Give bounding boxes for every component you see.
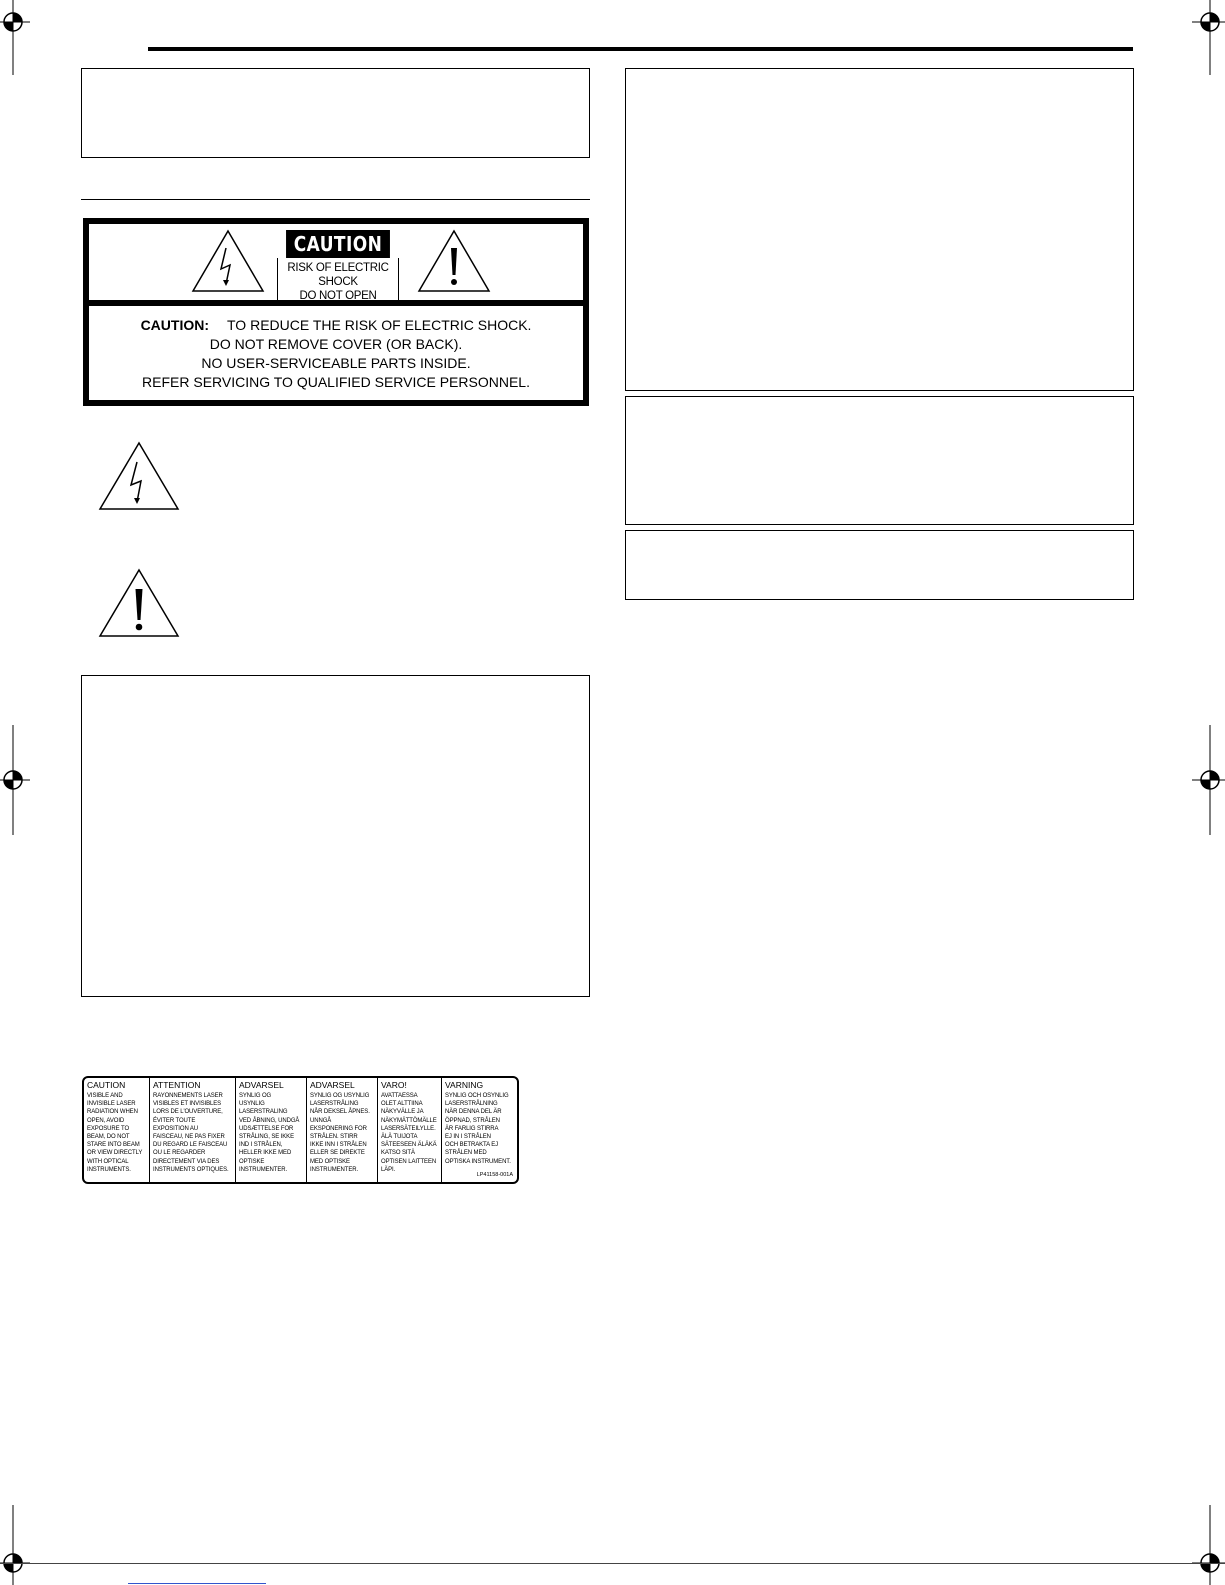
caution-title: CAUTION — [286, 230, 390, 258]
laser-column-text: SYNLIG OG USYNLIG LASERSTRALING VED ÅBNING, UNDGÅ UDSÆTTELSE FOR STRÅLING, SE IKKE IND I STRÅLEN, HELLER IKKE MED OPTISKE INSTRUMENTER. — [239, 1093, 300, 1173]
caution-line-4: REFER SERVICING TO QUALIFIED SERVICE PERSONNEL. — [142, 374, 530, 390]
laser-column-6 — [442, 1078, 517, 1182]
laser-warning-label — [82, 1076, 519, 1184]
caution-line-1-text: TO REDUCE THE RISK OF ELECTRIC SHOCK. — [227, 317, 532, 333]
laser-column-4 — [307, 1078, 378, 1182]
laser-column-text: RAYONNEMENTS LASER VISIBLES ET INVISIBLES LORS DE L'OUVERTURE, ÉVITER TOUTE EXPOSITION AU FAISCEAU, NE PAS FIXER DU REGARD LE FAISCEAU OU LE REGARDER DIRECTEMENT VIA DES INSTRUMENTS OPTIQUES. — [153, 1093, 229, 1173]
caution-label — [83, 218, 589, 406]
caution-subtitle-line2: DO NOT OPEN — [299, 290, 377, 302]
laser-column-heading: ATTENTION — [153, 1080, 201, 1090]
caution-instructions — [89, 316, 583, 392]
lightning-symbol-icon — [97, 440, 181, 512]
laser-column-heading: ADVARSEL — [310, 1080, 355, 1090]
caution-line-1 — [89, 316, 583, 335]
registration-mark-bottom-left — [0, 1505, 30, 1585]
laser-column-heading: ADVARSEL — [239, 1080, 284, 1090]
caution-line-2: DO NOT REMOVE COVER (OR BACK). — [209, 336, 463, 352]
laser-label-code: LP41158-001A — [476, 1172, 513, 1178]
section-divider — [81, 199, 590, 200]
notice-box-middle-left — [81, 675, 590, 997]
laser-column-text: SYNLIG OG USYNLIG LASERSTRÅLING NÅR DEKSEL ÅPNES. UNNGÅ EKSPONERING FOR STRÅLEN. STIRR IKKE INN I STRÅLEN ELLER SE DIREKTE MED OPTISKE INSTRUMENTER. — [310, 1093, 370, 1173]
bottom-crop-line — [0, 1563, 1225, 1564]
caution-subtitle — [277, 258, 399, 306]
caution-subtitle-line1: RISK OF ELECTRIC SHOCK — [287, 262, 389, 288]
registration-mark-middle-left — [0, 725, 30, 835]
laser-column-heading: VARO! — [381, 1080, 407, 1090]
laser-column-3 — [236, 1078, 307, 1182]
registration-mark-top-right — [1192, 0, 1225, 75]
bottom-link-underline — [128, 1583, 266, 1584]
caution-line-3: NO USER-SERVICEABLE PARTS INSIDE. — [201, 355, 471, 371]
laser-column-heading: CAUTION — [87, 1080, 126, 1090]
notice-box-bottom-right — [625, 530, 1134, 600]
laser-column-text: VISIBLE AND INVISIBLE LASER RADIATION WHEN OPEN, AVOID EXPOSURE TO BEAM, DO NOT STARE INTO BEAM OR VIEW DIRECTLY WITH OPTICAL INSTRUMENTS. — [87, 1093, 143, 1173]
laser-column-5 — [378, 1078, 442, 1182]
notice-box-top-right — [625, 68, 1134, 391]
lightning-warning-icon — [190, 228, 266, 294]
registration-mark-middle-right — [1192, 725, 1225, 835]
laser-column-text: SYNLIG OCH OSYNLIG LASERSTRÅLNING NÄR DENNA DEL ÄR ÖPPNAD, STRÅLEN ÄR FARLIG STIRRA EJ IN I STRÅLEN OCH BETRAKTA EJ STRÅLEN MED OPTISKA INSTRUMENT. — [445, 1093, 511, 1165]
exclamation-symbol-icon — [97, 567, 181, 639]
laser-column-2 — [150, 1078, 236, 1182]
laser-column-heading: VARNING — [445, 1080, 484, 1090]
notice-box-top-left — [81, 68, 590, 158]
notice-box-middle-right — [625, 396, 1134, 525]
registration-mark-top-left — [0, 0, 30, 75]
exclamation-warning-icon — [416, 228, 492, 294]
laser-column-text: AVATTAESSA OLET ALTTIINA NÄKYVÄLLE JA NÄKYMÄTTÖMÄLLE LASERSÄTEILYLLE. ÄLÄ TUIJOTA SÄTEESEEN ÄLÄKÄ KATSO SITÄ OPTISEN LAITTEEN LÄPI. — [381, 1093, 437, 1173]
caution-badge — [277, 230, 399, 306]
laser-column-1 — [84, 1078, 150, 1182]
caution-lead: CAUTION: — [140, 317, 209, 333]
registration-mark-bottom-right — [1192, 1505, 1225, 1585]
caution-label-header — [89, 224, 583, 306]
header-rule — [148, 47, 1133, 51]
